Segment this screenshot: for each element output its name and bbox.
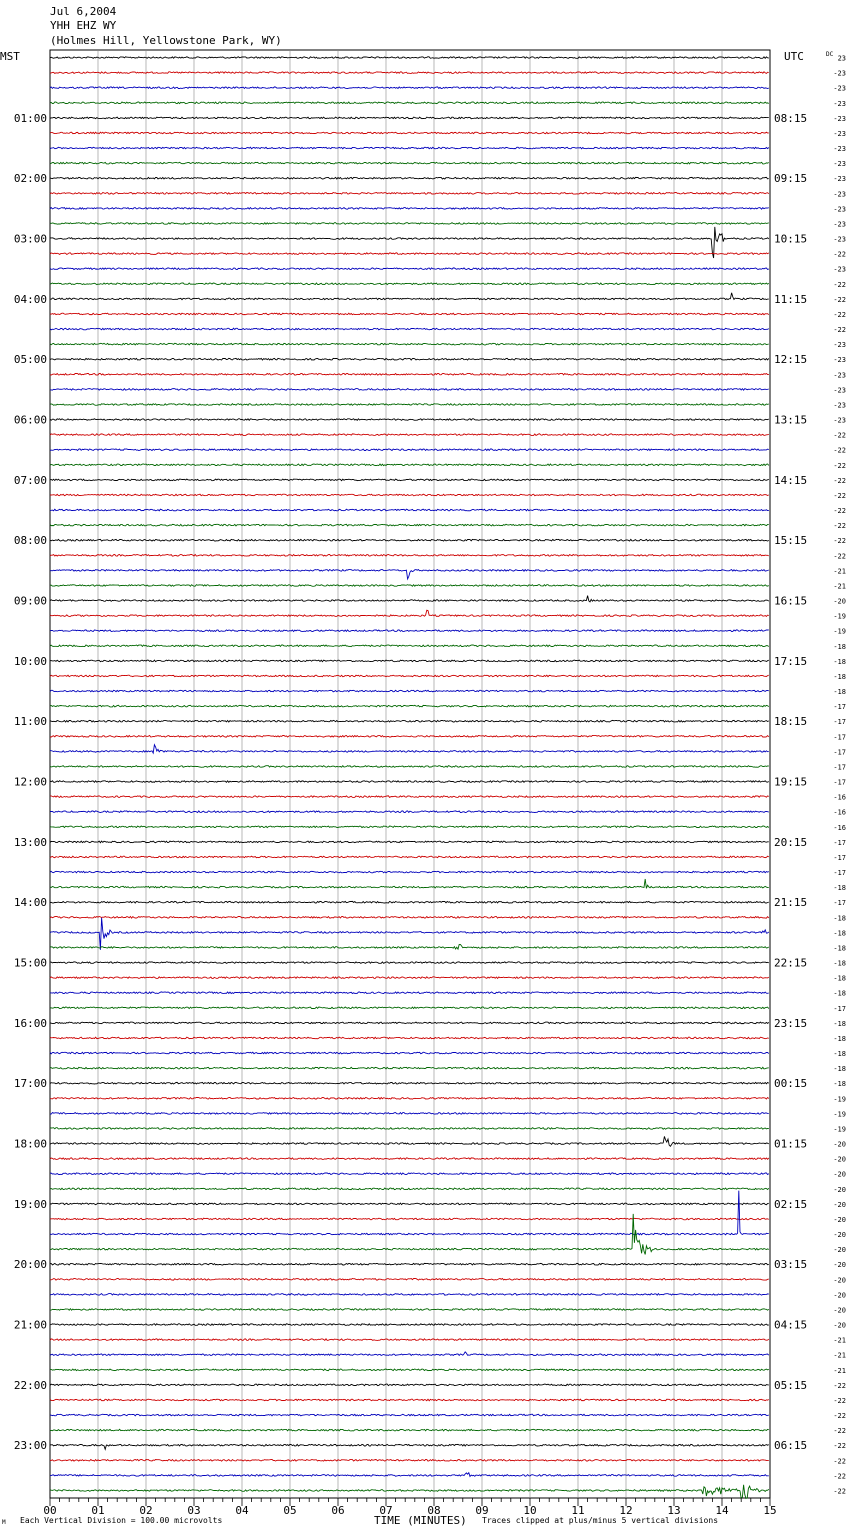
trace-row-7 (50, 162, 769, 164)
x-tick-label: 02 (139, 1504, 153, 1517)
trace-row-68 (50, 1082, 769, 1084)
right-timezone-label: UTC (784, 50, 804, 63)
dc-offset-value: -17 (833, 899, 846, 908)
dc-offset-value: -22 (833, 507, 846, 516)
dc-offset-value: -17 (833, 733, 846, 742)
dc-offset-value: -22 (833, 1472, 846, 1481)
dc-offset-value: -20 (833, 1306, 846, 1315)
trace-row-39 (50, 645, 769, 647)
trace-row-36 (50, 596, 769, 602)
right-hour-label: 06:15 (774, 1439, 808, 1453)
trace-row-23 (50, 404, 769, 406)
trace-row-51 (50, 826, 769, 828)
trace-row-94 (50, 1473, 769, 1477)
dc-offset-value: -21 (833, 582, 846, 591)
dc-offset-value: -22 (833, 1457, 846, 1466)
dc-offset-value: -22 (833, 310, 846, 319)
trace-row-18 (50, 328, 769, 330)
trace-row-54 (50, 871, 769, 873)
x-axis-label: TIME (MINUTES) (374, 1514, 467, 1527)
dc-offset-value: -16 (833, 808, 846, 817)
left-hour-label: 23:00 (13, 1439, 47, 1453)
trace-row-61 (50, 977, 769, 979)
dc-offset-value: -18 (833, 1019, 846, 1028)
dc-offset-value: -16 (833, 823, 846, 832)
left-hour-label: 16:00 (13, 1016, 47, 1030)
trace-row-46 (50, 745, 769, 753)
right-hour-label: 15:15 (774, 534, 808, 548)
trace-row-60 (50, 962, 769, 964)
trace-row-0 (50, 57, 769, 59)
trace-row-89 (50, 1399, 769, 1401)
trace-row-55 (50, 879, 769, 888)
trace-row-26 (50, 449, 769, 451)
dc-offset-value: -23 (833, 175, 846, 184)
left-hour-label: 20:00 (13, 1258, 47, 1272)
trace-row-83 (50, 1309, 769, 1311)
left-hour-label: 18:00 (13, 1137, 47, 1151)
right-hour-label: 20:15 (774, 835, 808, 849)
trace-row-43 (50, 705, 769, 707)
dc-offset-value: -18 (833, 989, 846, 998)
right-hour-label: 01:15 (774, 1137, 808, 1151)
dc-offset-value: -22 (833, 1412, 846, 1421)
dc-offset-value: -23 (833, 129, 846, 138)
x-tick-label: 08 (427, 1504, 441, 1517)
dc-offset-value: -19 (833, 1125, 846, 1134)
trace-row-20 (50, 358, 769, 360)
trace-row-1 (50, 72, 769, 74)
trace-row-19 (50, 343, 769, 345)
left-hour-label: 17:00 (13, 1077, 47, 1091)
header-station: YHH EHZ WY (50, 19, 117, 32)
trace-row-42 (50, 690, 769, 692)
dc-offset-value: -22 (833, 461, 846, 470)
trace-row-56 (50, 901, 769, 903)
trace-row-13 (50, 253, 769, 255)
trace-row-33 (50, 555, 769, 557)
x-tick-label: 14 (715, 1504, 729, 1517)
trace-row-85 (50, 1339, 769, 1341)
x-tick-label: 11 (571, 1504, 585, 1517)
trace-row-32 (50, 539, 769, 541)
left-hour-label: 11:00 (13, 715, 47, 729)
trace-row-84 (50, 1324, 769, 1326)
dc-offset-value: -23 (833, 69, 846, 78)
x-tick-label: 13 (667, 1504, 681, 1517)
trace-row-15 (50, 283, 769, 285)
dc-offset-value: -19 (833, 1110, 846, 1119)
right-hour-label: 16:15 (774, 594, 808, 608)
dc-offset-value: -20 (833, 1200, 846, 1209)
left-hour-label: 04:00 (13, 292, 47, 306)
dc-offset-value: -18 (833, 657, 846, 666)
dc-offset-value: -18 (833, 642, 846, 651)
left-hour-label: 03:00 (13, 232, 47, 246)
footer-scale-note: Each Vertical Division = 100.00 microvolts (20, 1516, 223, 1525)
right-hour-label: 23:15 (774, 1016, 808, 1030)
left-hour-label: 05:00 (13, 353, 47, 367)
x-tick-label: 03 (187, 1504, 201, 1517)
left-hour-label: 01:00 (13, 111, 47, 125)
trace-row-11 (50, 223, 769, 225)
dc-offset-value: -23 (833, 401, 846, 410)
dc-offset-value: -22 (833, 476, 846, 485)
right-hour-label: 14:15 (774, 473, 808, 487)
dc-offset-value: -23 (833, 235, 846, 244)
dc-offset-value: -22 (833, 431, 846, 440)
trace-row-63 (50, 1007, 769, 1009)
right-hour-label: 17:15 (774, 654, 808, 668)
dc-offset-value: -22 (833, 326, 846, 335)
right-hour-label: 13:15 (774, 413, 808, 427)
right-hour-label: 18:15 (774, 715, 808, 729)
trace-row-35 (50, 585, 769, 587)
trace-row-28 (50, 479, 769, 481)
x-tick-label: 00 (43, 1504, 57, 1517)
dc-offset-value: -22 (833, 1396, 846, 1405)
trace-row-52 (50, 841, 769, 843)
trace-row-71 (50, 1128, 769, 1130)
dc-offset-value: -21 (833, 1336, 846, 1345)
header-location: (Holmes Hill, Yellowstone Park, WY) (50, 34, 282, 47)
trace-row-93 (50, 1460, 769, 1462)
x-tick-label: 01 (91, 1504, 105, 1517)
trace-row-72 (50, 1136, 769, 1146)
dc-offset-value: -21 (833, 1351, 846, 1360)
x-tick-label: 05 (283, 1504, 297, 1517)
dc-offset-value: -22 (833, 446, 846, 455)
trace-row-44 (50, 720, 769, 722)
dc-offset-value: -23 (833, 205, 846, 214)
trace-row-92 (50, 1444, 769, 1449)
trace-row-16 (50, 293, 769, 300)
right-hour-label: 22:15 (774, 956, 808, 970)
trace-row-66 (50, 1052, 769, 1054)
trace-row-65 (50, 1037, 769, 1039)
dc-offset-value: -20 (833, 1291, 846, 1300)
dc-offset-value: -17 (833, 838, 846, 847)
dc-offset-value: -16 (833, 793, 846, 802)
footer-mark: M (2, 1519, 6, 1526)
right-hour-label: 00:15 (774, 1077, 808, 1091)
trace-row-41 (50, 675, 769, 677)
dc-offset-value: -20 (833, 1276, 846, 1285)
trace-row-5 (50, 132, 769, 134)
dc-offset-value: -17 (833, 763, 846, 772)
trace-row-30 (50, 509, 769, 511)
dc-offset-value: -20 (833, 597, 846, 606)
dc-offset-value: -19 (833, 612, 846, 621)
right-hour-label: 10:15 (774, 232, 808, 246)
left-hour-label: 02:00 (13, 172, 47, 186)
left-hour-label: 08:00 (13, 534, 47, 548)
right-hour-label: 12:15 (774, 353, 808, 367)
dc-offset-value: -20 (833, 1231, 846, 1240)
trace-row-95 (50, 1485, 769, 1499)
dc-offset-value: -23 (833, 190, 846, 199)
footer-clip-note: Traces clipped at plus/minus 5 vertical divisions (482, 1516, 719, 1525)
trace-row-62 (50, 992, 769, 994)
trace-row-78 (50, 1191, 769, 1235)
dc-offset-value: -20 (833, 1261, 846, 1270)
dc-offset-value: -22 (833, 522, 846, 531)
trace-row-76 (50, 1203, 769, 1205)
trace-row-31 (50, 524, 769, 526)
dc-offset-value: -18 (833, 688, 846, 697)
dc-offset-value: -22 (833, 250, 846, 259)
dc-offset-value: -23 (833, 386, 846, 395)
dc-offset-value: -20 (833, 1215, 846, 1224)
dc-offset-value: -18 (833, 884, 846, 893)
trace-row-77 (50, 1218, 769, 1220)
trace-row-75 (50, 1188, 769, 1190)
left-hour-label: 14:00 (13, 896, 47, 910)
trace-row-47 (50, 766, 769, 768)
trace-row-59 (50, 944, 769, 949)
trace-row-24 (50, 419, 769, 421)
trace-row-48 (50, 781, 769, 783)
trace-row-49 (50, 796, 769, 798)
left-hour-label: 07:00 (13, 473, 47, 487)
dc-offset-value: -22 (833, 295, 846, 304)
left-hour-label: 22:00 (13, 1378, 47, 1392)
x-tick-label: 06 (331, 1504, 345, 1517)
dc-offset-value: -21 (833, 567, 846, 576)
trace-row-21 (50, 374, 769, 376)
right-hour-label: 04:15 (774, 1318, 808, 1332)
trace-row-25 (50, 434, 769, 436)
trace-row-3 (50, 102, 769, 104)
dc-offset-value: -18 (833, 959, 846, 968)
x-tick-label: 09 (475, 1504, 489, 1517)
left-hour-label: 12:00 (13, 775, 47, 789)
x-tick-label: 04 (235, 1504, 249, 1517)
trace-row-40 (50, 660, 769, 662)
dc-offset-value: -18 (833, 1034, 846, 1043)
dc-offset-value: -20 (833, 1185, 846, 1194)
dc-offset-value: -18 (833, 929, 846, 938)
dc-offset-value: -17 (833, 718, 846, 727)
left-hour-label: 21:00 (13, 1318, 47, 1332)
left-hour-label: 15:00 (13, 956, 47, 970)
dc-offset-value: -23 (833, 99, 846, 108)
trace-row-90 (50, 1414, 769, 1416)
trace-row-8 (50, 177, 769, 179)
dc-offset-value: 23 (837, 54, 846, 63)
dc-offset-value: -18 (833, 914, 846, 923)
left-hour-label: 06:00 (13, 413, 47, 427)
dc-offset-value: -20 (833, 1155, 846, 1164)
dc-offset-value: -20 (833, 1140, 846, 1149)
right-hour-label: 02:15 (774, 1197, 808, 1211)
dc-offset-value: -17 (833, 778, 846, 787)
right-hour-label: 08:15 (774, 111, 808, 125)
trace-row-69 (50, 1098, 769, 1100)
left-hour-label: 13:00 (13, 835, 47, 849)
dc-offset-value: -22 (833, 1442, 846, 1451)
dc-offset-value: -18 (833, 1050, 846, 1059)
trace-row-2 (50, 87, 769, 89)
left-hour-label: 19:00 (13, 1197, 47, 1211)
dc-offset-value: -21 (833, 1366, 846, 1375)
header-date: Jul 6,2004 (50, 5, 117, 18)
trace-row-88 (50, 1384, 769, 1386)
dc-offset-value: -18 (833, 944, 846, 953)
dc-offset-value: -20 (833, 1321, 846, 1330)
trace-row-74 (50, 1173, 769, 1175)
dc-offset-value: -22 (833, 552, 846, 561)
trace-row-14 (50, 268, 769, 270)
dc-offset-value: -23 (833, 416, 846, 425)
dc-offset-value: -23 (833, 160, 846, 169)
trace-row-10 (50, 208, 769, 210)
dc-offset-value: -23 (833, 84, 846, 93)
dc-offset-value: -23 (833, 371, 846, 380)
dc-offset-value: -23 (833, 145, 846, 154)
trace-row-22 (50, 389, 769, 391)
left-hour-label: 10:00 (13, 654, 47, 668)
dc-offset-value: -20 (833, 1246, 846, 1255)
dc-offset-value: -23 (833, 220, 846, 229)
trace-row-29 (50, 494, 769, 496)
x-tick-label: 15 (763, 1504, 777, 1517)
dc-offset-value: -23 (833, 265, 846, 274)
trace-row-86 (50, 1352, 769, 1356)
trace-row-27 (50, 464, 769, 466)
dc-offset-value: -23 (833, 341, 846, 350)
plot-frame (50, 50, 770, 1498)
trace-row-17 (50, 313, 769, 315)
dc-offset-value: -19 (833, 627, 846, 636)
trace-row-81 (50, 1279, 769, 1281)
trace-row-4 (50, 117, 769, 119)
x-tick-label: 10 (523, 1504, 537, 1517)
dc-offset-value: -23 (833, 356, 846, 365)
trace-row-50 (50, 811, 769, 813)
trace-row-45 (50, 736, 769, 738)
dc-offset-value: -18 (833, 1065, 846, 1074)
trace-row-82 (50, 1294, 769, 1296)
dc-label: DC (826, 51, 834, 58)
dc-offset-value: -22 (833, 1427, 846, 1436)
dc-offset-value: -20 (833, 1170, 846, 1179)
trace-row-34 (50, 570, 769, 579)
dc-offset-value: -17 (833, 748, 846, 757)
trace-row-9 (50, 193, 769, 195)
trace-row-57 (50, 917, 769, 919)
dc-offset-value: -22 (833, 1487, 846, 1496)
right-hour-label: 21:15 (774, 896, 808, 910)
dc-offset-value: -22 (833, 537, 846, 546)
trace-row-37 (50, 610, 769, 616)
trace-row-73 (50, 1158, 769, 1160)
left-timezone-label: MST (0, 50, 20, 63)
trace-row-87 (50, 1369, 769, 1371)
trace-row-53 (50, 856, 769, 858)
right-hour-label: 03:15 (774, 1258, 808, 1272)
trace-row-38 (50, 630, 769, 632)
dc-offset-value: -22 (833, 280, 846, 289)
right-hour-label: 09:15 (774, 172, 808, 186)
trace-row-64 (50, 1022, 769, 1024)
trace-row-70 (50, 1113, 769, 1115)
dc-offset-value: -19 (833, 1095, 846, 1104)
trace-row-58 (50, 918, 769, 950)
x-tick-label: 12 (619, 1504, 633, 1517)
trace-row-6 (50, 147, 769, 149)
dc-offset-value: -17 (833, 1004, 846, 1013)
dc-offset-value: -22 (833, 491, 846, 500)
trace-row-80 (50, 1263, 769, 1265)
dc-offset-value: -17 (833, 703, 846, 712)
dc-offset-value: -17 (833, 869, 846, 878)
dc-offset-value: -18 (833, 1080, 846, 1089)
x-tick-label: 07 (379, 1504, 393, 1517)
dc-offset-value: -18 (833, 974, 846, 983)
right-hour-label: 19:15 (774, 775, 808, 789)
right-hour-label: 05:15 (774, 1378, 808, 1392)
dc-offset-value: -22 (833, 1381, 846, 1390)
left-hour-label: 09:00 (13, 594, 47, 608)
dc-offset-value: -23 (833, 114, 846, 123)
right-hour-label: 11:15 (774, 292, 808, 306)
trace-row-67 (50, 1067, 769, 1069)
dc-offset-value: -17 (833, 853, 846, 862)
dc-offset-value: -18 (833, 672, 846, 681)
trace-row-91 (50, 1429, 769, 1431)
